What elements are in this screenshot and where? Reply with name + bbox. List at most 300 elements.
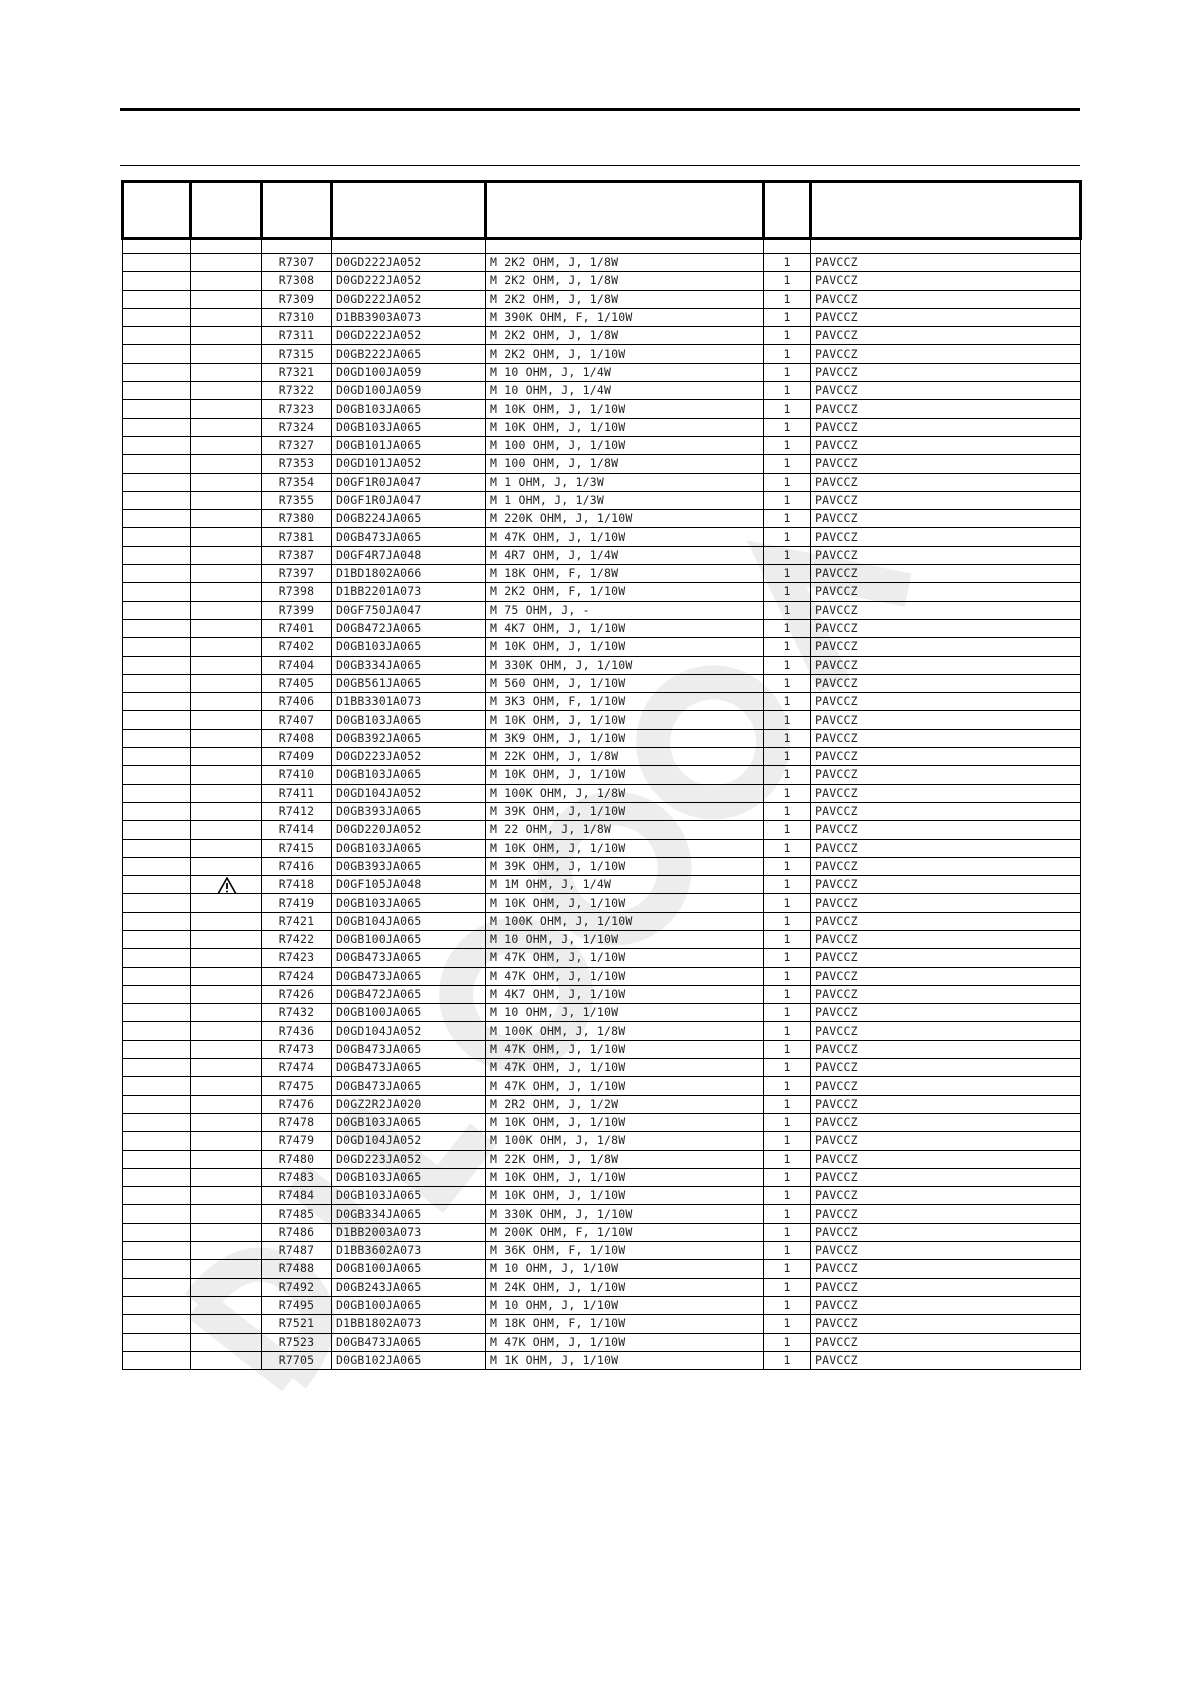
quantity-cell: 1 xyxy=(764,821,811,839)
blank-cell xyxy=(123,601,191,619)
ref-cell: R7402 xyxy=(262,638,332,656)
remarks-cell: PAVCCZ xyxy=(811,363,1081,381)
ref-cell: R7492 xyxy=(262,1278,332,1296)
safety-cell xyxy=(191,894,262,912)
table-row xyxy=(123,1260,1081,1278)
remarks-cell: PAVCCZ xyxy=(811,1351,1081,1369)
table-row xyxy=(123,1333,1081,1351)
part-number-cell: D1BB3301A073 xyxy=(332,693,486,711)
header-cell xyxy=(332,182,486,239)
part-number-cell: D0GD223JA052 xyxy=(332,748,486,766)
blank-cell xyxy=(123,308,191,326)
table-row xyxy=(123,1040,1081,1058)
quantity-cell: 1 xyxy=(764,1242,811,1260)
part-number-cell: D0GB473JA065 xyxy=(332,1040,486,1058)
remarks-cell: PAVCCZ xyxy=(811,455,1081,473)
ref-cell: R7412 xyxy=(262,802,332,820)
blank-cell xyxy=(123,1187,191,1205)
description-cell: M 100K OHM, J, 1/8W xyxy=(486,1022,764,1040)
safety-cell xyxy=(191,802,262,820)
safety-cell xyxy=(191,455,262,473)
remarks-cell: PAVCCZ xyxy=(811,857,1081,875)
remarks-cell: PAVCCZ xyxy=(811,912,1081,930)
table-row xyxy=(123,985,1081,1003)
ref-cell: R7418 xyxy=(262,876,332,894)
ref-cell: R7523 xyxy=(262,1333,332,1351)
safety-cell xyxy=(191,1296,262,1314)
description-cell: M 39K OHM, J, 1/10W xyxy=(486,802,764,820)
blank-cell xyxy=(123,619,191,637)
ref-cell: R7488 xyxy=(262,1260,332,1278)
quantity-cell: 1 xyxy=(764,473,811,491)
remarks-cell: PAVCCZ xyxy=(811,583,1081,601)
blank-cell xyxy=(123,711,191,729)
remarks-cell: PAVCCZ xyxy=(811,1278,1081,1296)
remarks-cell: PAVCCZ xyxy=(811,711,1081,729)
blank-cell xyxy=(123,766,191,784)
quantity-cell: 1 xyxy=(764,674,811,692)
remarks-cell: PAVCCZ xyxy=(811,1242,1081,1260)
safety-cell xyxy=(191,766,262,784)
safety-cell xyxy=(191,491,262,509)
description-cell: M 1 OHM, J, 1/3W xyxy=(486,491,764,509)
quantity-cell: 1 xyxy=(764,601,811,619)
safety-cell xyxy=(191,382,262,400)
ref-cell: R7324 xyxy=(262,418,332,436)
blank-cell xyxy=(123,985,191,1003)
remarks-cell: PAVCCZ xyxy=(811,1205,1081,1223)
remarks-cell: PAVCCZ xyxy=(811,272,1081,290)
table-row xyxy=(123,1077,1081,1095)
safety-cell xyxy=(191,565,262,583)
description-cell: M 24K OHM, J, 1/10W xyxy=(486,1278,764,1296)
description-cell: M 10K OHM, J, 1/10W xyxy=(486,418,764,436)
description-cell: M 2K2 OHM, J, 1/10W xyxy=(486,345,764,363)
table-row xyxy=(123,1223,1081,1241)
part-number-cell: D0GB473JA065 xyxy=(332,528,486,546)
safety-cell xyxy=(191,985,262,1003)
remarks-cell: PAVCCZ xyxy=(811,1187,1081,1205)
safety-cell xyxy=(191,418,262,436)
quantity-cell: 1 xyxy=(764,894,811,912)
remarks-cell: PAVCCZ xyxy=(811,1004,1081,1022)
table-row xyxy=(123,912,1081,930)
table-row xyxy=(123,546,1081,564)
ref-cell: R7399 xyxy=(262,601,332,619)
remarks-cell: PAVCCZ xyxy=(811,1315,1081,1333)
remarks-cell: PAVCCZ xyxy=(811,491,1081,509)
description-cell: M 1 OHM, J, 1/3W xyxy=(486,473,764,491)
part-number-cell: D0GB472JA065 xyxy=(332,985,486,1003)
quantity-cell: 1 xyxy=(764,693,811,711)
spacer-row xyxy=(123,239,1081,254)
blank-cell xyxy=(123,1296,191,1314)
table-row xyxy=(123,729,1081,747)
ref-cell: R7436 xyxy=(262,1022,332,1040)
ref-cell: R7705 xyxy=(262,1351,332,1369)
quantity-cell: 1 xyxy=(764,784,811,802)
remarks-cell: PAVCCZ xyxy=(811,400,1081,418)
ref-cell: R7398 xyxy=(262,583,332,601)
quantity-cell: 1 xyxy=(764,1113,811,1131)
ref-cell: R7487 xyxy=(262,1242,332,1260)
blank-cell xyxy=(123,912,191,930)
ref-cell: R7401 xyxy=(262,619,332,637)
description-cell: M 10K OHM, J, 1/10W xyxy=(486,766,764,784)
safety-cell xyxy=(191,1205,262,1223)
part-number-cell: D0GB103JA065 xyxy=(332,1168,486,1186)
table-row xyxy=(123,693,1081,711)
remarks-cell: PAVCCZ xyxy=(811,638,1081,656)
quantity-cell: 1 xyxy=(764,857,811,875)
ref-cell: R7475 xyxy=(262,1077,332,1095)
remarks-cell: PAVCCZ xyxy=(811,1077,1081,1095)
part-number-cell: D0GB393JA065 xyxy=(332,857,486,875)
part-number-cell: D0GB103JA065 xyxy=(332,711,486,729)
safety-cell xyxy=(191,1059,262,1077)
blank-cell xyxy=(123,1150,191,1168)
remarks-cell: PAVCCZ xyxy=(811,821,1081,839)
blank-cell xyxy=(123,546,191,564)
ref-cell: R7414 xyxy=(262,821,332,839)
safety-cell xyxy=(191,1223,262,1241)
ref-cell: R7327 xyxy=(262,436,332,454)
remarks-cell: PAVCCZ xyxy=(811,1095,1081,1113)
blank-cell xyxy=(123,656,191,674)
blank-cell xyxy=(123,1242,191,1260)
blank-cell xyxy=(123,510,191,528)
table-row xyxy=(123,674,1081,692)
description-cell: M 10K OHM, J, 1/10W xyxy=(486,1187,764,1205)
table-row xyxy=(123,1168,1081,1186)
description-cell: M 10K OHM, J, 1/10W xyxy=(486,400,764,418)
blank-cell xyxy=(123,821,191,839)
blank-cell xyxy=(123,1278,191,1296)
blank-cell xyxy=(123,930,191,948)
description-cell: M 47K OHM, J, 1/10W xyxy=(486,1333,764,1351)
description-cell: M 200K OHM, F, 1/10W xyxy=(486,1223,764,1241)
safety-cell xyxy=(191,1260,262,1278)
description-cell: M 18K OHM, F, 1/10W xyxy=(486,1315,764,1333)
quantity-cell: 1 xyxy=(764,1004,811,1022)
remarks-cell: PAVCCZ xyxy=(811,1132,1081,1150)
remarks-cell: PAVCCZ xyxy=(811,802,1081,820)
part-number-cell: D1BB2201A073 xyxy=(332,583,486,601)
part-number-cell: D0GB393JA065 xyxy=(332,802,486,820)
safety-cell xyxy=(191,729,262,747)
safety-cell xyxy=(191,528,262,546)
ref-cell: R7407 xyxy=(262,711,332,729)
safety-cell xyxy=(191,1168,262,1186)
ref-cell: R7422 xyxy=(262,930,332,948)
table-row xyxy=(123,308,1081,326)
table-row xyxy=(123,436,1081,454)
table-row xyxy=(123,857,1081,875)
quantity-cell: 1 xyxy=(764,510,811,528)
ref-cell: R7322 xyxy=(262,382,332,400)
remarks-cell: PAVCCZ xyxy=(811,1296,1081,1314)
blank-cell xyxy=(123,1022,191,1040)
safety-cell xyxy=(191,1150,262,1168)
part-number-cell: D0GB101JA065 xyxy=(332,436,486,454)
safety-cell xyxy=(191,363,262,381)
safety-cell xyxy=(191,1333,262,1351)
table-row xyxy=(123,1150,1081,1168)
description-cell: M 47K OHM, J, 1/10W xyxy=(486,949,764,967)
remarks-cell: PAVCCZ xyxy=(811,345,1081,363)
part-number-cell: D0GB334JA065 xyxy=(332,656,486,674)
remarks-cell: PAVCCZ xyxy=(811,839,1081,857)
remarks-cell: PAVCCZ xyxy=(811,528,1081,546)
part-number-cell: D0GD100JA059 xyxy=(332,382,486,400)
safety-cell xyxy=(191,1278,262,1296)
table-row xyxy=(123,473,1081,491)
description-cell: M 3K9 OHM, J, 1/10W xyxy=(486,729,764,747)
header-cell xyxy=(191,182,262,239)
safety-cell xyxy=(191,1040,262,1058)
part-number-cell: D0GB100JA065 xyxy=(332,1004,486,1022)
part-number-cell: D0GB473JA065 xyxy=(332,967,486,985)
part-number-cell: D0GB103JA065 xyxy=(332,418,486,436)
ref-cell: R7309 xyxy=(262,290,332,308)
ref-cell: R7387 xyxy=(262,546,332,564)
quantity-cell: 1 xyxy=(764,583,811,601)
safety-cell xyxy=(191,327,262,345)
blank-cell xyxy=(123,1205,191,1223)
table-row xyxy=(123,619,1081,637)
quantity-cell: 1 xyxy=(764,327,811,345)
part-number-cell: D0GB100JA065 xyxy=(332,1260,486,1278)
part-number-cell: D0GZ2R2JA020 xyxy=(332,1095,486,1113)
description-cell: M 10 OHM, J, 1/10W xyxy=(486,1296,764,1314)
ref-cell: R7474 xyxy=(262,1059,332,1077)
ref-cell: R7381 xyxy=(262,528,332,546)
description-cell: M 10K OHM, J, 1/10W xyxy=(486,1168,764,1186)
table-row xyxy=(123,967,1081,985)
description-cell: M 10 OHM, J, 1/4W xyxy=(486,382,764,400)
description-cell: M 10 OHM, J, 1/10W xyxy=(486,930,764,948)
remarks-cell: PAVCCZ xyxy=(811,1022,1081,1040)
safety-cell xyxy=(191,1004,262,1022)
blank-cell xyxy=(123,784,191,802)
safety-cell xyxy=(191,345,262,363)
safety-cell xyxy=(191,784,262,802)
ref-cell: R7486 xyxy=(262,1223,332,1241)
remarks-cell: PAVCCZ xyxy=(811,748,1081,766)
quantity-cell: 1 xyxy=(764,949,811,967)
part-number-cell: D1BB3602A073 xyxy=(332,1242,486,1260)
quantity-cell: 1 xyxy=(764,290,811,308)
part-number-cell: D0GD104JA052 xyxy=(332,784,486,802)
ref-cell: R7411 xyxy=(262,784,332,802)
table-row xyxy=(123,565,1081,583)
part-number-cell: D0GD223JA052 xyxy=(332,1150,486,1168)
table-row xyxy=(123,345,1081,363)
description-cell: M 47K OHM, J, 1/10W xyxy=(486,1040,764,1058)
blank-cell xyxy=(123,363,191,381)
part-number-cell: D0GB103JA065 xyxy=(332,1187,486,1205)
description-cell: M 220K OHM, J, 1/10W xyxy=(486,510,764,528)
table-row xyxy=(123,1278,1081,1296)
quantity-cell: 1 xyxy=(764,912,811,930)
ref-cell: R7473 xyxy=(262,1040,332,1058)
quantity-cell: 1 xyxy=(764,1351,811,1369)
blank-cell xyxy=(123,491,191,509)
blank-cell xyxy=(123,455,191,473)
remarks-cell: PAVCCZ xyxy=(811,382,1081,400)
ref-cell: R7419 xyxy=(262,894,332,912)
blank-cell xyxy=(123,839,191,857)
safety-cell xyxy=(191,254,262,272)
part-number-cell: D0GB103JA065 xyxy=(332,766,486,784)
part-number-cell: D0GF750JA047 xyxy=(332,601,486,619)
safety-cell xyxy=(191,1187,262,1205)
table-row xyxy=(123,583,1081,601)
part-number-cell: D0GD222JA052 xyxy=(332,254,486,272)
quantity-cell: 1 xyxy=(764,436,811,454)
remarks-cell: PAVCCZ xyxy=(811,985,1081,1003)
blank-cell xyxy=(123,1059,191,1077)
quantity-cell: 1 xyxy=(764,802,811,820)
table-row xyxy=(123,949,1081,967)
table-row xyxy=(123,1315,1081,1333)
part-number-cell: D0GB224JA065 xyxy=(332,510,486,528)
part-number-cell: D0GD220JA052 xyxy=(332,821,486,839)
quantity-cell: 1 xyxy=(764,1260,811,1278)
description-cell: M 47K OHM, J, 1/10W xyxy=(486,528,764,546)
part-number-cell: D0GB243JA065 xyxy=(332,1278,486,1296)
safety-cell xyxy=(191,1242,262,1260)
blank-cell xyxy=(123,1004,191,1022)
description-cell: M 36K OHM, F, 1/10W xyxy=(486,1242,764,1260)
safety-cell xyxy=(191,308,262,326)
description-cell: M 560 OHM, J, 1/10W xyxy=(486,674,764,692)
part-number-cell: D0GF105JA048 xyxy=(332,876,486,894)
header-cell xyxy=(123,182,191,239)
blank-cell xyxy=(123,1077,191,1095)
safety-cell xyxy=(191,949,262,967)
quantity-cell: 1 xyxy=(764,363,811,381)
safety-cell xyxy=(191,473,262,491)
quantity-cell: 1 xyxy=(764,528,811,546)
safety-cell xyxy=(191,674,262,692)
ref-cell: R7355 xyxy=(262,491,332,509)
description-cell: M 22K OHM, J, 1/8W xyxy=(486,748,764,766)
ref-cell: R7310 xyxy=(262,308,332,326)
quantity-cell: 1 xyxy=(764,1333,811,1351)
ref-cell: R7308 xyxy=(262,272,332,290)
safety-cell xyxy=(191,1113,262,1131)
ref-cell: R7321 xyxy=(262,363,332,381)
blank-cell xyxy=(123,876,191,894)
description-cell: M 100K OHM, J, 1/8W xyxy=(486,784,764,802)
quantity-cell: 1 xyxy=(764,1187,811,1205)
header-rule xyxy=(120,165,1080,166)
safety-cell xyxy=(191,857,262,875)
ref-cell: R7478 xyxy=(262,1113,332,1131)
description-cell: M 2K2 OHM, J, 1/8W xyxy=(486,327,764,345)
quantity-cell: 1 xyxy=(764,1168,811,1186)
ref-cell: R7483 xyxy=(262,1168,332,1186)
quantity-cell: 1 xyxy=(764,1022,811,1040)
description-cell: M 100K OHM, J, 1/10W xyxy=(486,912,764,930)
table-row xyxy=(123,1296,1081,1314)
warning-triangle-icon xyxy=(217,877,235,893)
description-cell: M 47K OHM, J, 1/10W xyxy=(486,1059,764,1077)
part-number-cell: D1BB1802A073 xyxy=(332,1315,486,1333)
quantity-cell: 1 xyxy=(764,546,811,564)
table-row xyxy=(123,455,1081,473)
part-number-cell: D0GB103JA065 xyxy=(332,894,486,912)
blank-cell xyxy=(123,967,191,985)
remarks-cell: PAVCCZ xyxy=(811,1113,1081,1131)
ref-cell: R7485 xyxy=(262,1205,332,1223)
quantity-cell: 1 xyxy=(764,418,811,436)
blank-cell xyxy=(123,1260,191,1278)
description-cell: M 330K OHM, J, 1/10W xyxy=(486,1205,764,1223)
safety-cell xyxy=(191,601,262,619)
safety-cell xyxy=(191,272,262,290)
table-row xyxy=(123,382,1081,400)
safety-cell xyxy=(191,1351,262,1369)
remarks-cell: PAVCCZ xyxy=(811,619,1081,637)
safety-cell xyxy=(191,1095,262,1113)
ref-cell: R7480 xyxy=(262,1150,332,1168)
quantity-cell: 1 xyxy=(764,1315,811,1333)
quantity-cell: 1 xyxy=(764,876,811,894)
ref-cell: R7405 xyxy=(262,674,332,692)
part-number-cell: D0GD101JA052 xyxy=(332,455,486,473)
table-row xyxy=(123,638,1081,656)
blank-cell xyxy=(123,857,191,875)
ref-cell: R7415 xyxy=(262,839,332,857)
quantity-cell: 1 xyxy=(764,272,811,290)
description-cell: M 2K2 OHM, F, 1/10W xyxy=(486,583,764,601)
table-row xyxy=(123,1132,1081,1150)
safety-cell xyxy=(191,638,262,656)
blank-cell xyxy=(123,729,191,747)
quantity-cell: 1 xyxy=(764,1296,811,1314)
safety-cell xyxy=(191,876,262,894)
remarks-cell: PAVCCZ xyxy=(811,656,1081,674)
ref-cell: R7521 xyxy=(262,1315,332,1333)
quantity-cell: 1 xyxy=(764,638,811,656)
ref-cell: R7323 xyxy=(262,400,332,418)
description-cell: M 390K OHM, F, 1/10W xyxy=(486,308,764,326)
table-row xyxy=(123,1022,1081,1040)
safety-cell xyxy=(191,693,262,711)
description-cell: M 10K OHM, J, 1/10W xyxy=(486,638,764,656)
ref-cell: R7410 xyxy=(262,766,332,784)
description-cell: M 22 OHM, J, 1/8W xyxy=(486,821,764,839)
part-number-cell: D0GB100JA065 xyxy=(332,930,486,948)
remarks-cell: PAVCCZ xyxy=(811,784,1081,802)
remarks-cell: PAVCCZ xyxy=(811,766,1081,784)
table-row xyxy=(123,363,1081,381)
part-number-cell: D0GB222JA065 xyxy=(332,345,486,363)
safety-cell xyxy=(191,290,262,308)
blank-cell xyxy=(123,748,191,766)
header-cell xyxy=(764,182,811,239)
remarks-cell: PAVCCZ xyxy=(811,1333,1081,1351)
description-cell: M 22K OHM, J, 1/8W xyxy=(486,1150,764,1168)
remarks-cell: PAVCCZ xyxy=(811,1059,1081,1077)
table-row xyxy=(123,656,1081,674)
description-cell: M 10 OHM, J, 1/10W xyxy=(486,1260,764,1278)
table-row xyxy=(123,1004,1081,1022)
part-number-cell: D0GB103JA065 xyxy=(332,1113,486,1131)
header-cell xyxy=(486,182,764,239)
